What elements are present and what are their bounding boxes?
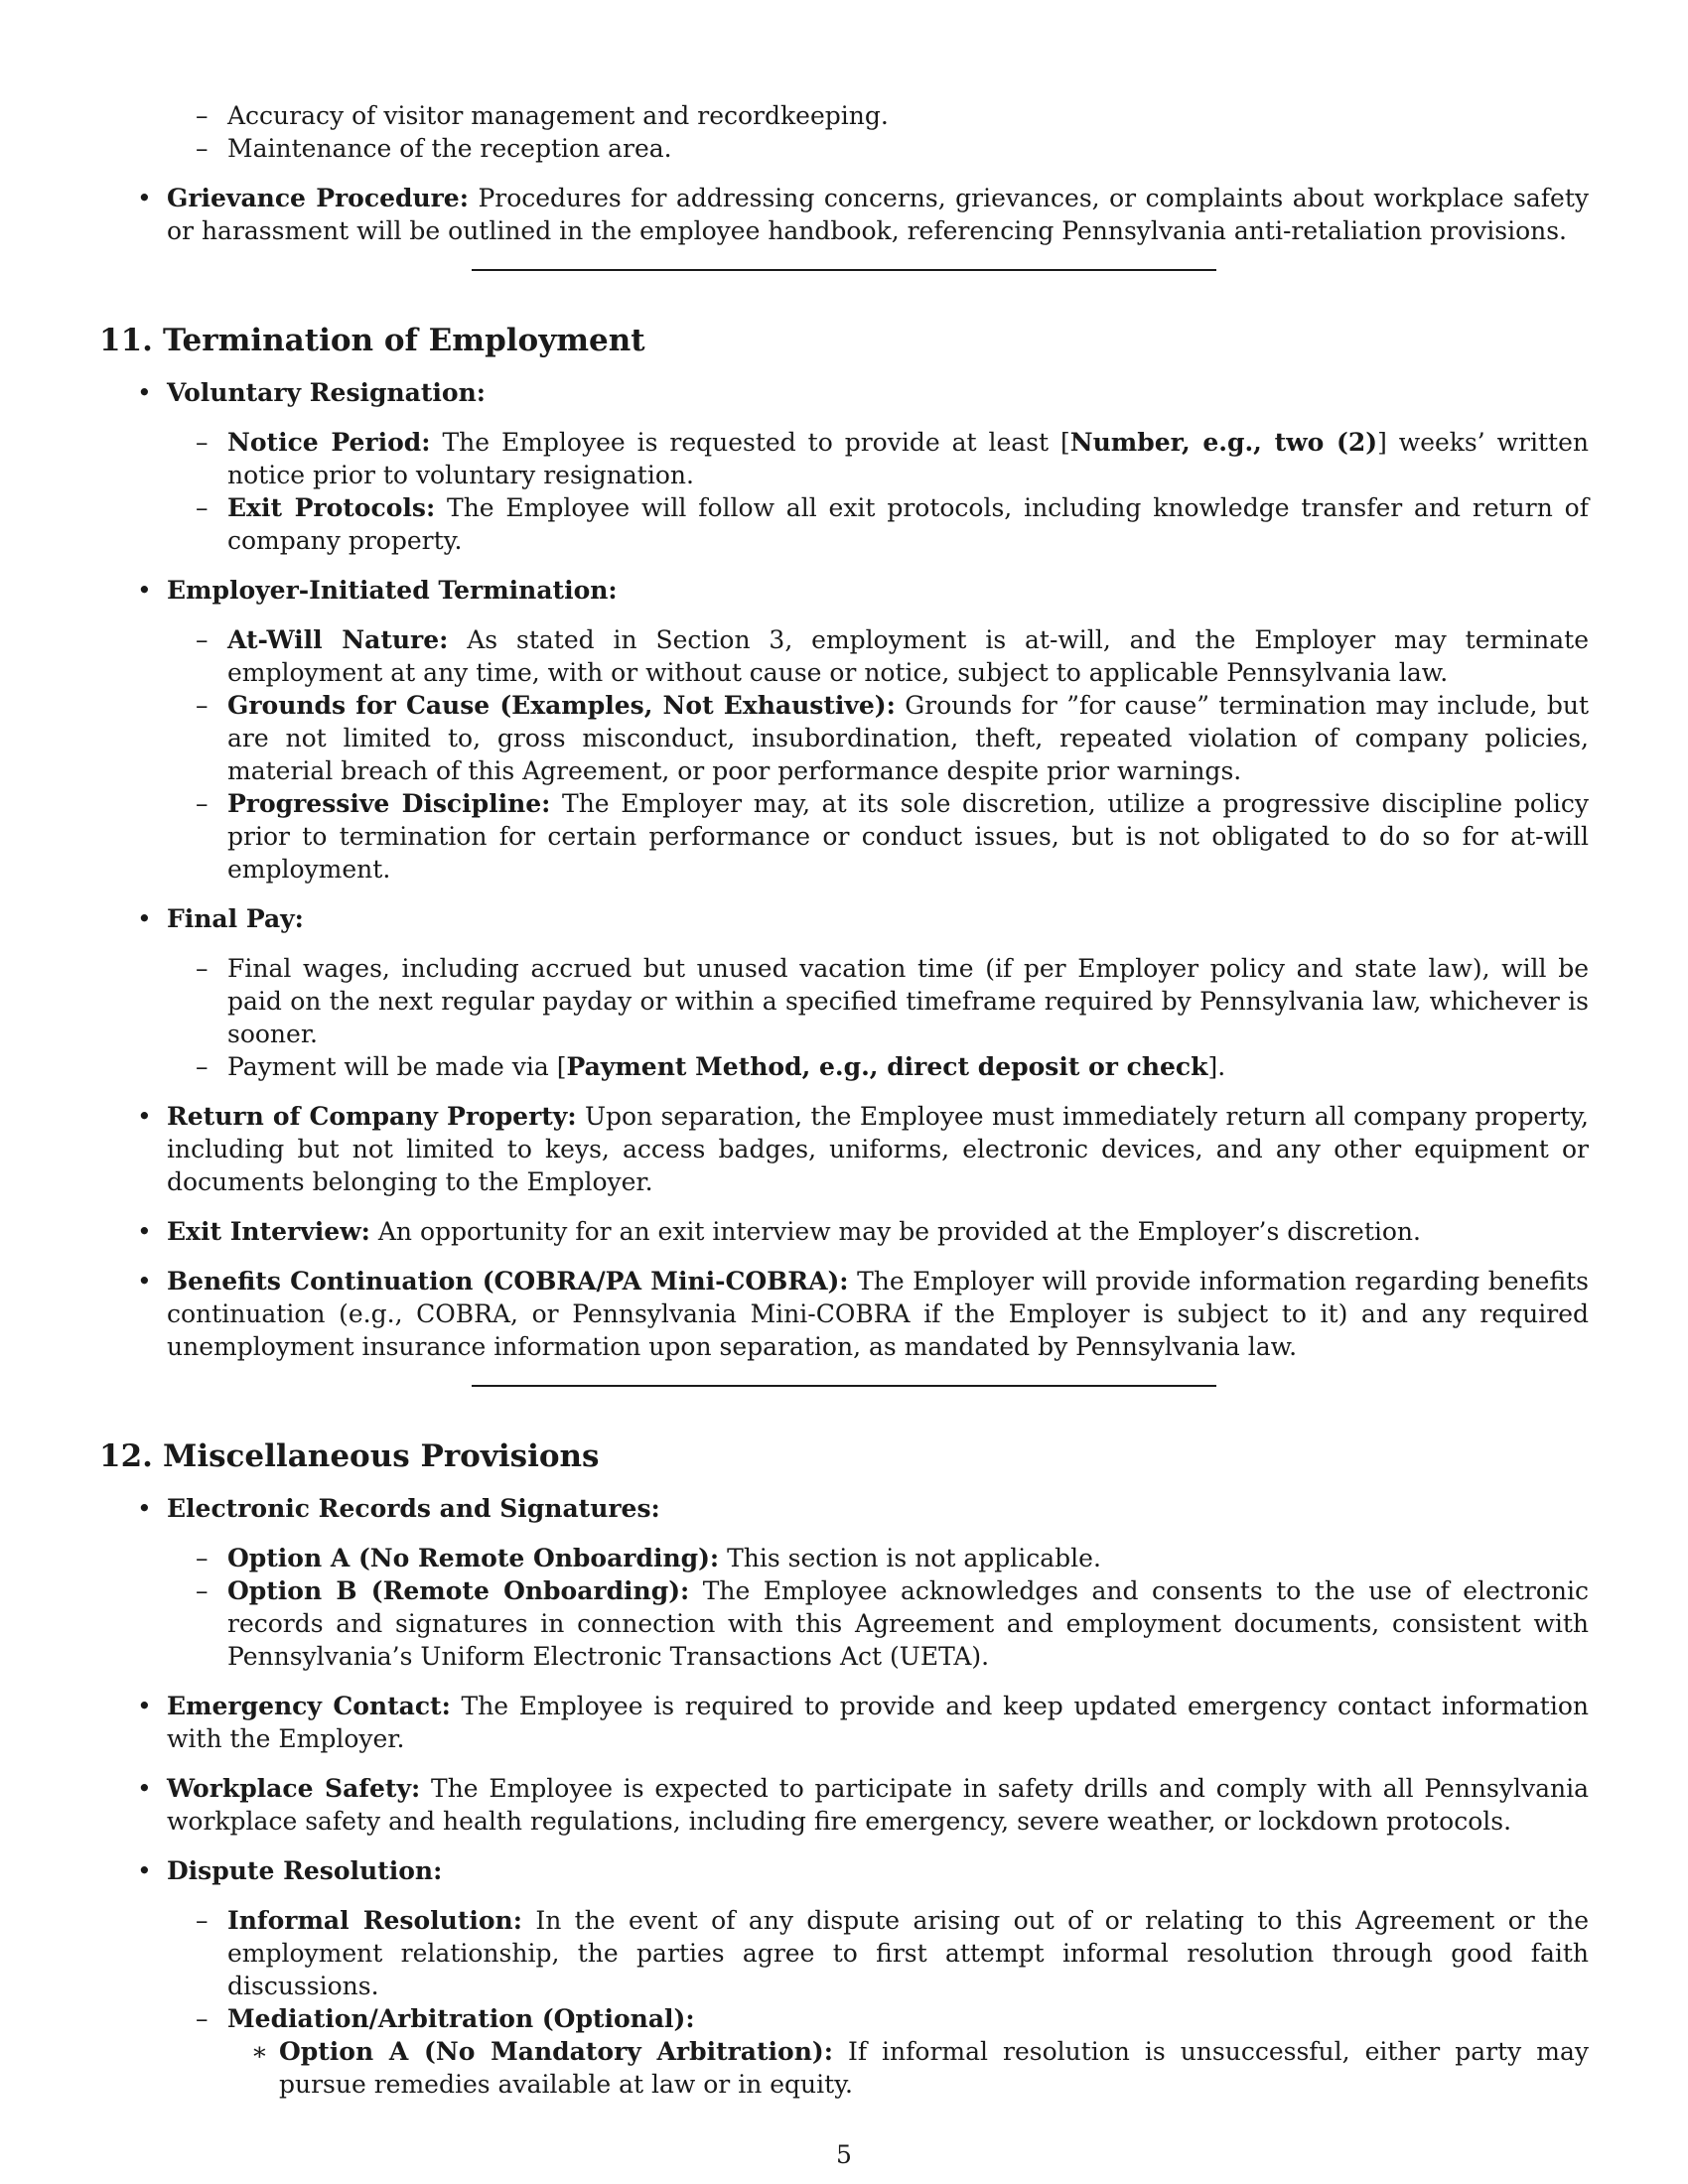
page-content [99, 99, 1589, 2117]
list-item: – Option B (Remote Onboarding): The Employee acknowledges and consents to the use of electronic records and signatures in connection with this Agreement and employment documents, consistent with Pennsylvania’s Uniform Electronic Transactions Act (UETA). [196, 1576, 1589, 1671]
list-item: ∗ Option A (No Mandatory Arbitration): If informal resolution is unsuccessful, either party may pursue remedies available at law or in equity. [251, 2037, 1589, 2099]
section-12-heading: 12. Miscellaneous Provisions [99, 1438, 600, 1474]
continued-list [99, 99, 1589, 165]
list-item: – Notice Period: The Employee is requested to provide at least [Number, e.g., two (2)] weeks’ written notice prior to voluntary resignation. [196, 428, 1589, 489]
section-11-list [99, 376, 1589, 1363]
emergency-contact-item: • Emergency Contact: The Employee is required to provide and keep updated emergency contact information with the Employer. [137, 1692, 1589, 1753]
list-item: – Exit Protocols: The Employee will follow all exit protocols, including knowledge transfer and return of company property. [196, 493, 1589, 555]
workplace-safety-item: • Workplace Safety: The Employee is expected to participate in safety drills and comply with all Pennsylvania workplace safety and health regulations, including fire emergency, severe weather, or lockdown protocols. [137, 1774, 1590, 1836]
exit-interview-item: • Exit Interview: An opportunity for an exit interview may be provided at the Employer’s discretion. [137, 1217, 1421, 1246]
company-property-item: • Return of Company Property: Upon separation, the Employee must immediately return all company property, including but not limited to keys, access badges, uniforms, electronic devices, and any other equipment or documents belonging to the Employer. [137, 1102, 1589, 1196]
section-12-list [99, 1492, 1589, 2101]
voluntary-resignation-item: • Voluntary Resignation: – Notice Period: The Employee is requested to provide at least [Number, e.g., two (2)] weeks’ written notice prior to voluntary resignation. – Exit Protocols: The Employee will follow all exit protocols, including knowledge transfer and return of company property. [137, 378, 1589, 555]
list-item: – Informal Resolution: In the event of any dispute arising out of or relating to this Agreement or the employment relationship, the parties agree to first attempt informal resolution through good faith discussions. [196, 1906, 1589, 2000]
benefits-continuation-item: • Benefits Continuation (COBRA/PA Mini-COBRA): The Employer will provide information regarding benefits continuation (e.g., COBRA, or Pennsylvania Mini-COBRA if the Employer is subject to it) and any required unemployment insurance information upon separation, as mandated by Pennsylvania law. [137, 1267, 1590, 1361]
list-item: – Accuracy of visitor management and recordkeeping. [196, 101, 889, 130]
list-item: – Option A (No Remote Onboarding): This section is not applicable. [196, 1544, 1101, 1572]
electronic-records-item: • Electronic Records and Signatures: – Option A (No Remote Onboarding): This section is not applicable. – Option B (Remote Onboarding): The Employee acknowledges and consents to the use of electronic records and signatures in connection with this Agreement and employment documents, consistent with Pennsylvania’s Uniform Electronic Transactions Act (UETA). [137, 1494, 1589, 1671]
section-11-heading: 11. Termination of Employment [99, 323, 645, 358]
employer-termination-item: • Employer-Initiated Termination: – At-Will Nature: As stated in Section 3, employment is at-will, and the Employer may terminate employment at any time, with or without cause or notice, subject to applicable Pennsylvania law. – Grounds for Cause (Examples, Not Exhaustive): Grounds for ”for cause” termination may include, but are not limited to, gross misconduct, insubordination, theft, repeated violation of company policies, material breach of this Agreement, or poor performance despite prior warnings. – Progressive Discipline: The Employer may, at its sole discretion, utilize a progressive discipline policy prior to termination for certain performance or conduct issues, but is not obligated to do so for at-will employment. [137, 576, 1590, 884]
list-item: – At-Will Nature: As stated in Section 3, employment is at-will, and the Employer may terminate employment at any time, with or without cause or notice, subject to applicable Pennsylvania law. [196, 625, 1590, 687]
grievance-item: • Grievance Procedure: Procedures for addressing concerns, grievances, or complaints about workplace safety or harassment will be outlined in the employee handbook, referencing Pennsylvania anti-retaliation provisions. [137, 184, 1589, 245]
final-pay-item: • Final Pay: – Final wages, including accrued but unused vacation time (if per Employer policy and state law), will be paid on the next regular payday or within a specified timeframe required by Pennsylvania law, whichever is sooner. – Payment will be made via [Payment Method, e.g., direct deposit or check]. [137, 904, 1589, 1081]
list-item: – Progressive Discipline: The Employer may, at its sole discretion, utilize a progressive discipline policy prior to termination for certain performance or conduct issues, but is not obligated to do so for at-will employment. [196, 789, 1589, 884]
section-divider [472, 269, 1216, 271]
page-number: 5 [836, 2140, 852, 2169]
list-item: – Mediation/Arbitration (Optional): ∗ Option A (No Mandatory Arbitration): If informal resolution is unsuccessful, either party may pursue remedies available at law or in equity. [196, 2004, 1589, 2099]
list-item: – Payment will be made via [Payment Method, e.g., direct deposit or check]. [196, 1052, 1226, 1081]
section-divider [472, 1385, 1216, 1387]
list-item: – Final wages, including accrued but unused vacation time (if per Employer policy and state law), will be paid on the next regular payday or within a specified timeframe required by Pennsylvania law, whichever is sooner. [196, 954, 1589, 1048]
dispute-resolution-item: • Dispute Resolution: – Informal Resolution: In the event of any dispute arising out of or relating to this Agreement or the employment relationship, the parties agree to first attempt informal resolution through good faith discussions. – Mediation/Arbitration (Optional): ∗ Option A (No Mandatory Arbitration): If informal resolution is unsuccessful, either party may pursue remedies available at law or in equity. [137, 1856, 1589, 2099]
list-item: – Grounds for Cause (Examples, Not Exhaustive): Grounds for ”for cause” termination may include, but are not limited to, gross misconduct, insubordination, theft, repeated violation of company policies, material breach of this Agreement, or poor performance despite prior warnings. [196, 691, 1590, 785]
grievance-list [99, 182, 1589, 247]
list-item: – Maintenance of the reception area. [196, 134, 672, 163]
